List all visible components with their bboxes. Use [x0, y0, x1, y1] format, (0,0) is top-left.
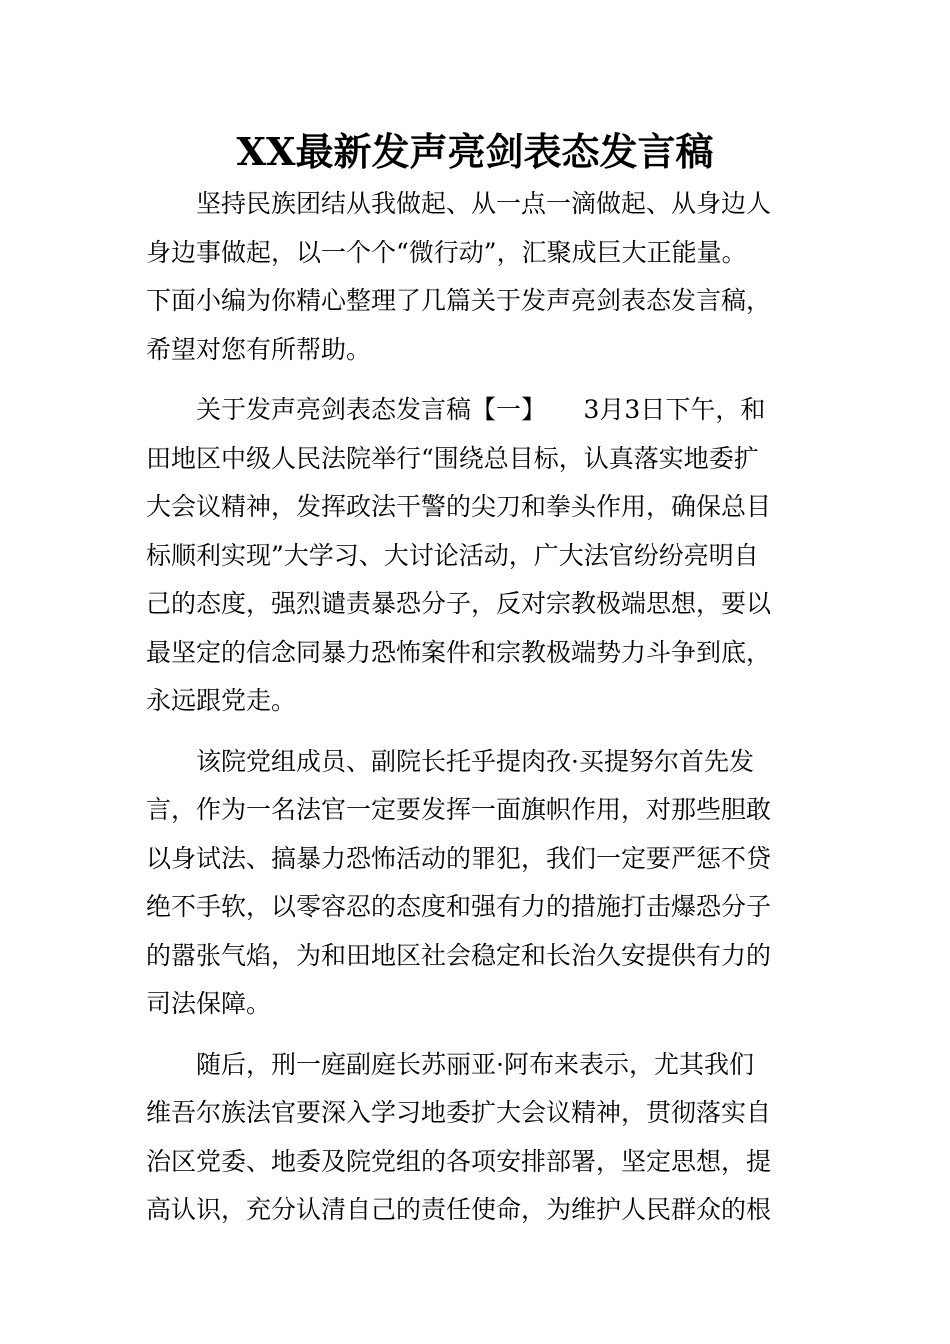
paragraph-line: 以身试法、搞暴力恐怖活动的罪犯，我们一定要严惩不贷 — [146, 843, 772, 873]
paragraph-line: 言，作为一名法官一定要发挥一面旗帜作用，对那些胆敢 — [146, 795, 772, 824]
paragraph-line: 高认识，充分认清自己的责任使命，为维护人民群众的根 — [146, 1195, 772, 1224]
paragraph-line: 大会议精神，发挥政法干警的尖刀和拳头作用，确保总目 — [146, 492, 772, 521]
paragraph-line: 身边事做起，以一个个“微行动”，汇聚成巨大正能量。 — [146, 237, 747, 267]
paragraph-line: 永远跟党走。 — [146, 686, 297, 715]
paragraph-line: 的嚣张气焰，为和田地区社会稳定和长治久安提供有力的 — [146, 940, 772, 970]
document-body — [146, 180, 806, 1247]
paragraph-line: 坚持民族团结从我做起、从一点一滴做起、从身边人 — [196, 189, 772, 218]
paragraph-line: 下面小编为你精心整理了几篇关于发声亮剑表态发言稿， — [146, 286, 772, 315]
paragraph-line: 随后，刑一庭副庭长苏丽亚·阿布来表示，尤其我们 — [196, 1049, 754, 1079]
paragraph-line: 关于发声亮剑表态发言稿【一】 3月3日下午，和 — [196, 395, 766, 424]
paragraph-line: 维吾尔族法官要深入学习地委扩大会议精神，贯彻落实自 — [146, 1098, 772, 1127]
paragraph-line: 标顺利实现”大学习、大讨论活动，广大法官纷纷亮明自 — [146, 540, 759, 570]
paragraph-intro — [146, 180, 806, 374]
paragraph-deputy-judge — [146, 1041, 806, 1235]
paragraph-line: 治区党委、地委及院党组的各项安排部署，坚定思想，提 — [146, 1146, 772, 1176]
paragraph-line: 绝不手软，以零容忍的态度和强有力的措施打击爆恐分子 — [146, 892, 772, 921]
paragraph-line: 田地区中级人民法院举行“围绕总目标，认真落实地委扩 — [146, 443, 759, 473]
paragraph-line: 该院党组成员、副院长托乎提肉孜·买提努尔首先发 — [196, 746, 754, 776]
paragraph-vice-president — [146, 738, 806, 1029]
paragraph-line: 己的态度，强烈谴责暴恐分子，反对宗教极端思想，要以 — [146, 589, 772, 618]
paragraph-line: 希望对您有所帮助。 — [146, 334, 372, 364]
paragraph-speech-one — [146, 386, 806, 726]
paragraph-line: 最坚定的信念同暴力恐怖案件和宗教极端势力斗争到底， — [146, 637, 772, 667]
document-title: XX最新发声亮剑表态发言稿 — [236, 129, 714, 174]
paragraph-line: 司法保障。 — [146, 989, 272, 1018]
